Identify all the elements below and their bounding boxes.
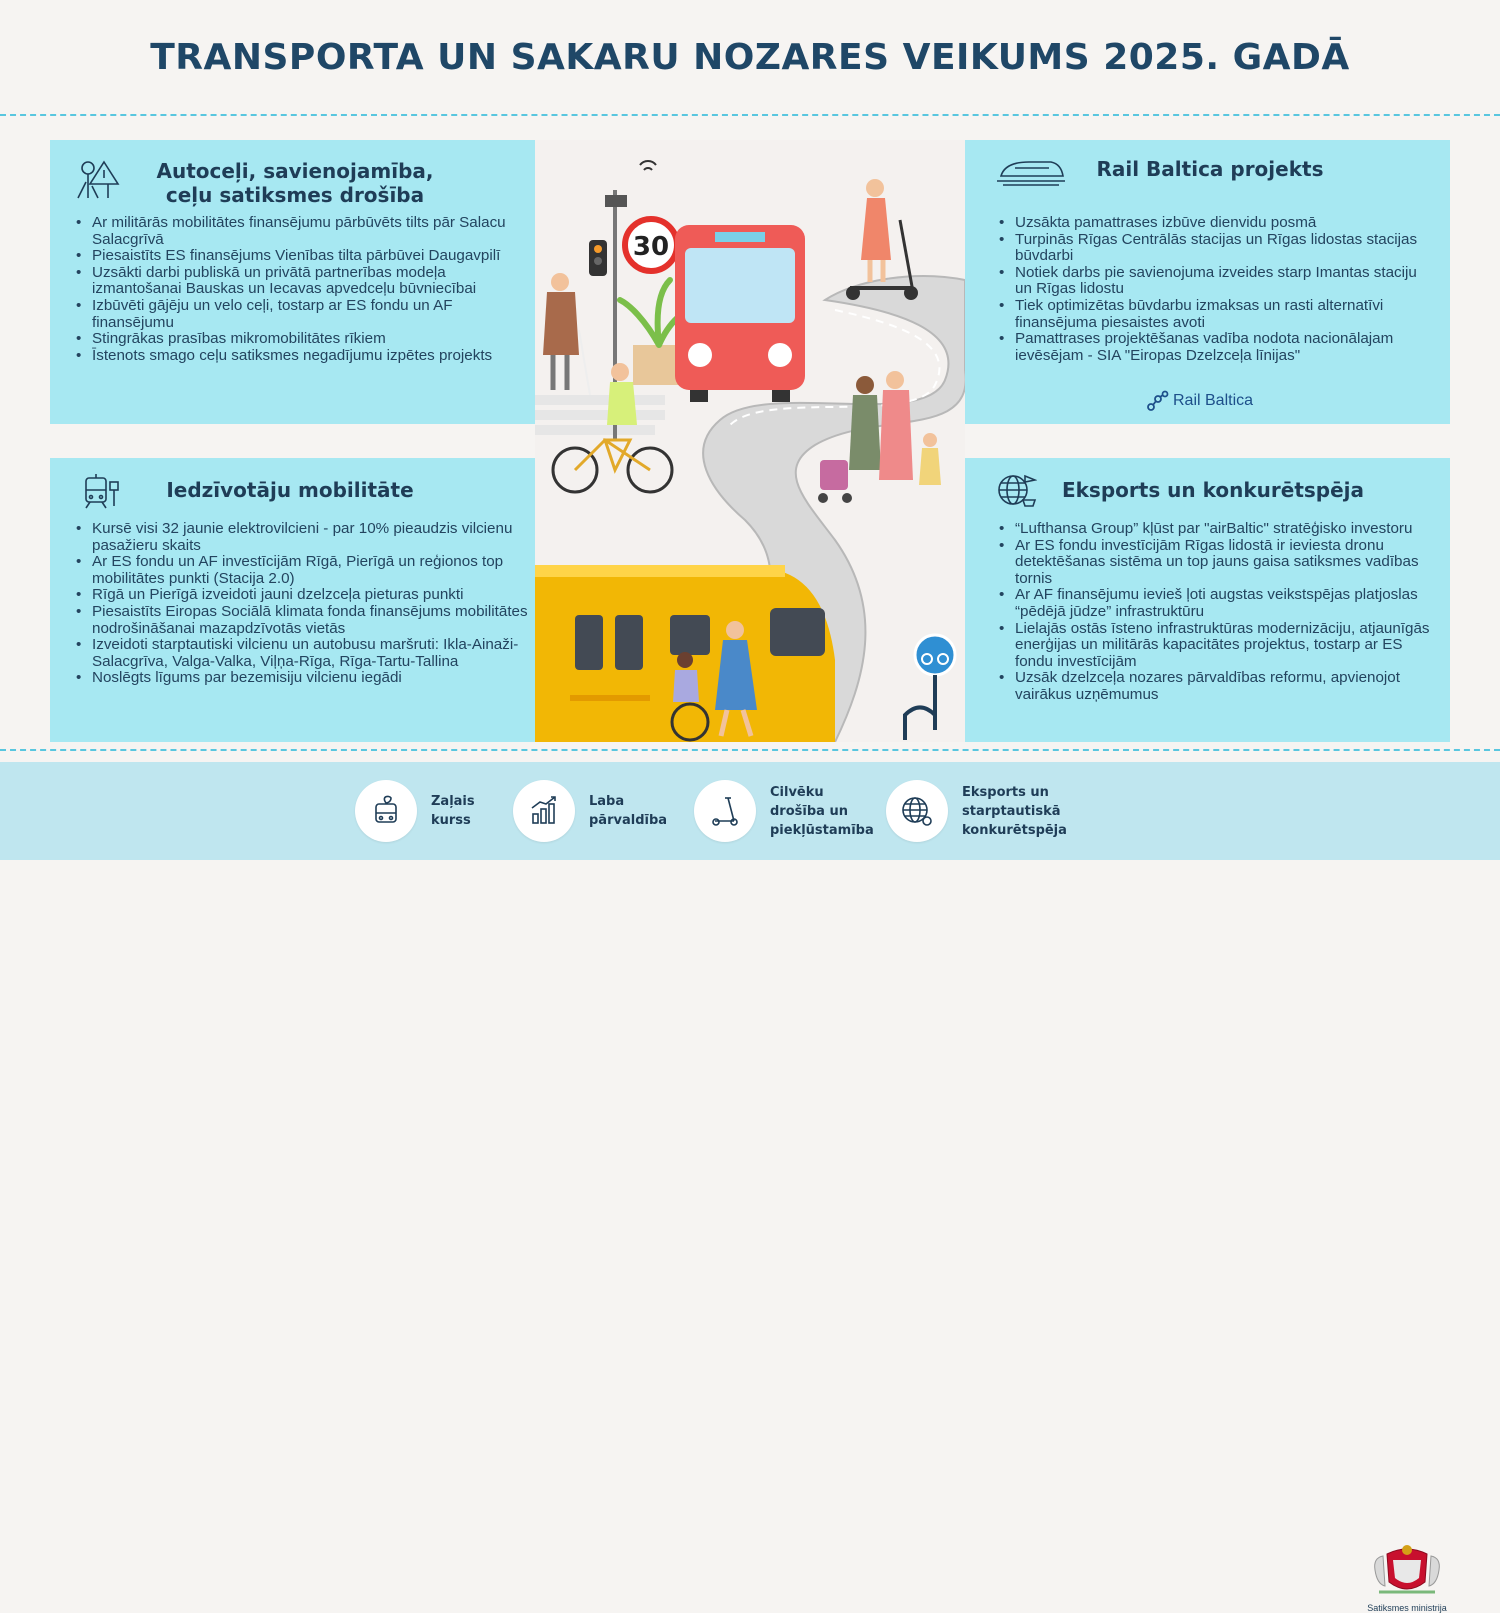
elderly-pedestrian [543,273,590,395]
panel-mobility-heading [140,478,440,502]
globe-gear-icon [886,780,948,842]
header-divider [0,114,1500,116]
panel-rail-title: Rail Baltica projekts [1096,157,1324,181]
panel-export-list [997,521,1442,704]
list-item: • Uzsākta pamattrases izbūve dienvidu posmā [997,215,1437,232]
speed-limit-value: 30 [632,232,670,262]
bicycle-lane-sign [905,635,955,740]
list-item: • Pamattrases projektēšanas vadība nodota nacionālajam ievēsējam - SIA "Eiropas Dzelzceļa līnijas" [997,331,1437,364]
list-item: • Stingrākas prasības mikromobilitātes rīkiem [74,331,529,348]
panel-mobility-list [74,521,532,687]
panel-rail-heading [1080,157,1340,181]
rail-baltica-logo [1147,390,1253,412]
page-title: TRANSPORTA UN SAKARU NOZARES VEIKUMS 2025. GADĀ [150,37,1350,78]
rail-baltica-logo-icon [1147,390,1169,412]
coat-of-arms-icon [1369,1540,1445,1598]
list-item: • Notiek darbs pie savienojuma izveides starp Imantas staciju un Rīgas lidostu [997,265,1437,298]
list-item: • Kursē visi 32 jaunie elektrovilcieni - par 10% pieaudzis vilcienu pasažieru skaits [74,521,532,554]
panel-rail [965,140,1450,424]
scooter-icon [694,780,756,842]
list-item: • Lielajās ostās īsteno infrastruktūras modernizāciju, atjaunīgās enerģijas un militārās kapacitātes projektus, tostarp ar ES fondu investīcijām [997,621,1442,671]
panel-export [965,458,1450,742]
list-item: • Noslēgts līgums par bezemisiju vilcienu iegādi [74,670,532,687]
list-item: • Turpinās Rīgas Centrālās stacijas un Rīgas lidostas stacijas būvdarbi [997,232,1437,265]
footer-label: Cilvēku drošība un piekļūstamība [770,784,874,838]
panel-roads-list [74,215,529,364]
footer-item-governance [513,780,667,842]
footer-label: Eksports un starptautiskā konkurētspēja [962,784,1067,838]
page-header [0,0,1500,115]
globe-logistics-icon [995,470,1037,515]
public-transport-icon [82,472,122,515]
list-item: • Piesaistīts ES finansējums Vienības tilta pārbūvei Daugavpilī [74,248,529,265]
list-item: • Ar militārās mobilitātes finansējumu pārbūvēts tilts pār Salacu Salacgrīvā [74,215,529,248]
high-speed-train-icon [995,154,1067,193]
list-item: • Izbūvēti gājēju un velo ceļi, tostarp ar ES fondu un AF finansējumu [74,298,529,331]
list-item: • Ar ES fondu investīcijām Rīgas lidostā ir ieviesta dronu detektēšanas sistēma un top jauns gaisa satiksmes vadības tornis [997,538,1442,588]
list-item: • Rīgā un Pierīgā izveidoti jauni dzelzceļa pieturas punkti [74,587,532,604]
crosswalk [535,395,665,435]
footer-item-green-course [355,780,475,842]
list-item: • Piesaistīts Eiropas Sociālā klimata fonda finansējums mobilitātes nodrošināšanai mazapdzīvotās vietās [74,604,532,637]
panel-roads [50,140,535,424]
panel-export-heading [1053,478,1373,502]
green-bus-icon [355,780,417,842]
rail-baltica-logo-text: Rail Baltica [1173,392,1254,409]
ministry-name: Satiksmes ministrija [1367,1603,1447,1613]
panel-mobility-title: Iedzīvotāju mobilitāte [166,478,414,502]
footer-label: Laba pārvaldība [589,794,668,828]
panel-export-title: Eksports un konkurētspēja [1061,478,1365,502]
list-item: • Uzsākti darbi publiskā un privātā partnerības modeļa izmantošanai Bauskas un Iecavas apvedceļu būvniecībai [74,265,529,298]
list-item: • Īstenots smago ceļu satiksmes negadījumu izpētes projekts [74,348,529,365]
list-item: • Izveidoti starptautiski vilcienu un autobusu maršruti: Ikla-Ainaži-Salacgrīva, Valga-Valka, Viļņa-Rīga, Rīga-Tartu-Tallina [74,637,532,670]
panel-roads-heading [130,158,460,208]
list-item: • Uzsāk dzelzceļa nozares pārvaldības reformu, apvienojot vairākus uzņēmumus [997,670,1442,703]
speed-limit-sign [625,219,677,271]
footer-bar [0,762,1500,1613]
red-bus [675,225,805,402]
family-pedestrians [818,371,941,503]
list-item: • “Lufthansa Group” kļūst par "airBaltic" stratēģisko investoru [997,521,1442,538]
list-item: • Ar AF finansējumu ievieš ļoti augstas veikstspējas platjoslas “pēdējā jūdze” infrastruktūru [997,587,1442,620]
street-illustration [535,140,965,742]
footer-label: Zaļais kurss [431,794,475,828]
list-item: • Ar ES fondu un AF investīcijām Rīgā, Pierīgā un reģionos top mobilitātes punkti (Stacija 2.0) [74,554,532,587]
panel-roads-title-line2: ceļu satiksmes drošība [165,183,425,207]
list-item: • Tiek optimizētas būvdarbu izmaksas un rasti alternatīvi finansējuma piesaistes avoti [997,298,1437,331]
panel-rail-list [997,215,1437,364]
road-sign-icon [76,158,122,205]
panel-mobility [50,458,535,742]
panel-roads-title-line1: Autoceļi, savienojamība, [156,159,434,183]
footer-item-safety [694,780,874,842]
footer-divider [0,749,1500,751]
growth-chart-icon [513,780,575,842]
ministry-logo [1362,1540,1452,1613]
footer-item-export [886,780,1067,842]
